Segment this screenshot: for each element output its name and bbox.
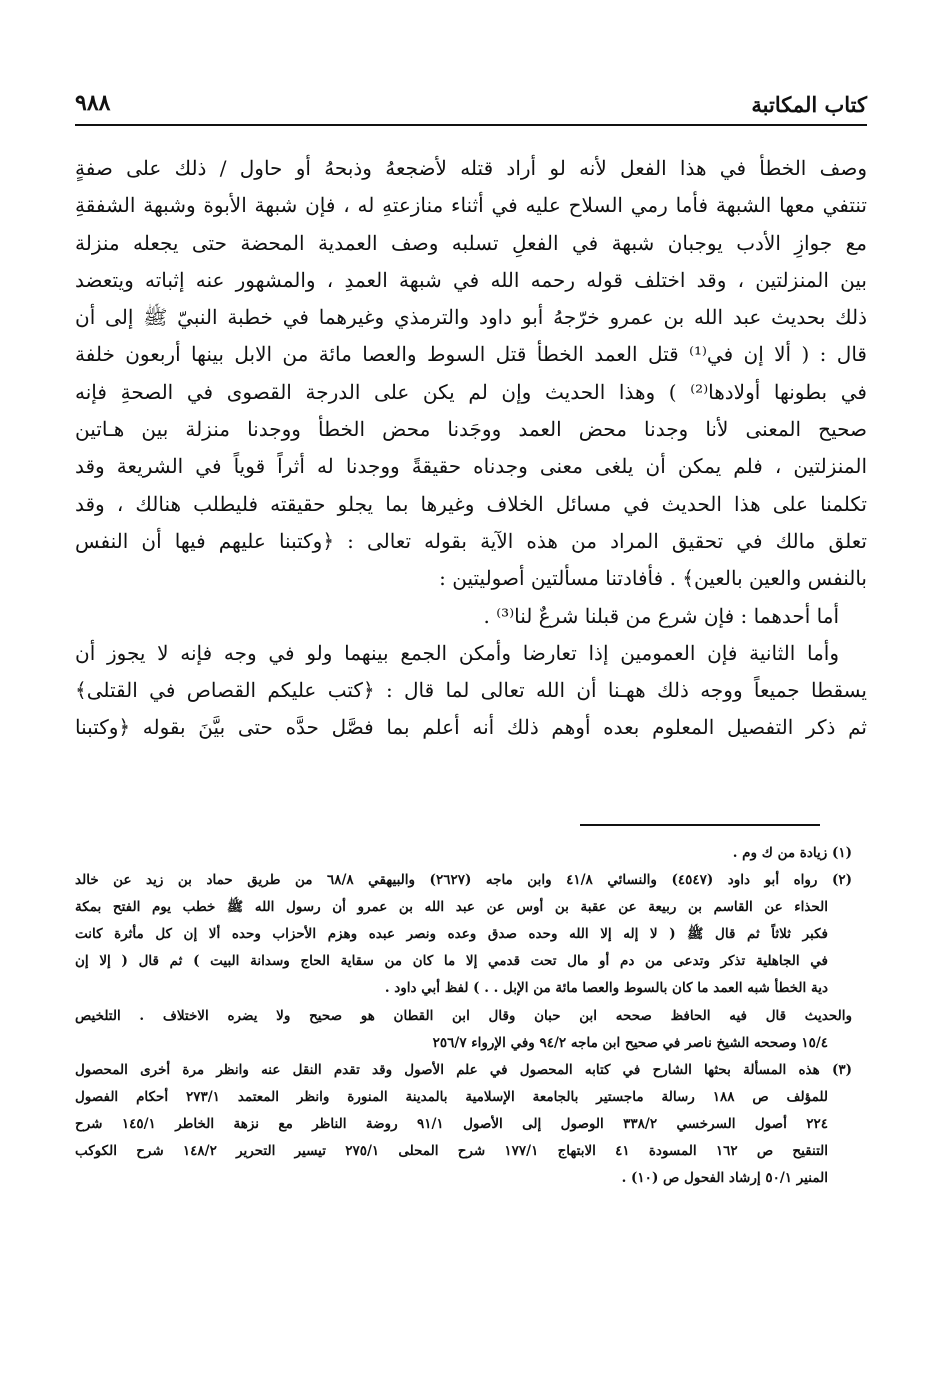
footnotes bbox=[75, 840, 852, 1192]
page-header bbox=[75, 88, 867, 128]
page-number: ٩٨٨ bbox=[75, 90, 111, 116]
text-line: قال : ( ألا إن في⁽¹⁾ قتل العمد الخطأ قتل السوط والعصا مائة من الابل بينها أربعون خلفة bbox=[75, 342, 867, 367]
text-line: المنزلتين ، فلم يمكن أن يلغى معنى وجدناه حقيقةً ووجدنا له أثراً قوياً في الشريعة وقد bbox=[75, 454, 867, 479]
footnote-divider bbox=[580, 824, 820, 826]
footnote-line: دية الخطأ شبه العمد ما كان بالسوط والعصا مائة من الإبل . . ) لفظ أبي داود . bbox=[384, 980, 828, 997]
footnote-line: المنير ٥٠/١ إرشاد الفحول ص (١٠) . bbox=[621, 1170, 828, 1187]
book-title: كتاب المكاتبة bbox=[751, 92, 867, 117]
text-line: ثم ذكر التفصيل المعلوم بعده أوهم ذلك أنه أعلم بما فصَّل حدَّه حتى بيَّنَ بقوله ﴿وكتبنا bbox=[75, 715, 867, 740]
footnote-line: للمؤلف ص ١٨٨ رسالة ماجستير بالجامعة الإسلامية بالمدينة المنورة وانظر المعتمد ٢٧٣/١ أحكام الفصول bbox=[75, 1088, 829, 1105]
footnote-line: الحذاء عن القاسم بن ربيعة عن عقبة بن أوس عن عبد الله بن عمرو أن رسول الله ﷺ خطب يوم الفتح بمكة bbox=[75, 899, 828, 916]
text-line: يسقطا جميعاً ووجه ذلك ههـنا أن الله تعالى لما قال : ﴿كتب عليكم القصاص في القتلى﴾ bbox=[75, 678, 867, 703]
footnote-line: التنقيح ص ١٦٢ المسودة ٤١ الابتهاج ١٧٧/١ شرح المحلى ٢٧٥/١ تيسير التحرير ١٤٨/٢ شرح الكوكب bbox=[75, 1143, 829, 1160]
text-line: مع جوازِ الأدب يوجبان شبهة في الفعلِ تسلبه وصف العمدية المحضة حتى يجعله منزلة bbox=[75, 230, 867, 255]
footnote-line: فكبر ثلاثاً ثم قال ﷺ ( لا إله إلا الله وحده صدق وعده ونصر عبده وهزم الأحزاب وحده ألا إن كل مأثرة كانت bbox=[75, 926, 828, 943]
text-line: أما أحدهما : فإن شرع من قبلنا شرعٌ لنا⁽³⁾ . bbox=[483, 603, 839, 628]
text-line: تكلمنا على هذا الحديث في مسائل الخلاف وغيرها بما يجلو حقيقته فليطلب هنالك ، وقد bbox=[75, 491, 867, 516]
main-text bbox=[75, 150, 867, 747]
footnote-line: في الجاهلية تذكر وتدعى من دم أو مال تحت قدمي إلا ما كان من سقاية الحاج وسدانة البيت ) ثم قال ( إلا إن bbox=[75, 953, 828, 970]
text-line: بالنفس والعين بالعين﴾ . فأفادتنا مسألتين أصوليتين : bbox=[439, 566, 867, 591]
footnote-line: (٣) هذه المسألة بحثها الشارح في كتابه المحصول في علم الأصول وقد تقدم النقل عنه وانظر مرة أخرى المحصول bbox=[75, 1061, 852, 1078]
text-line: تنتفي معها الشبهة فأما رمي السلاح عليه في أثناء منازعتهِ له ، فإن شبهة الأبوة وشبهة الشفقةِ bbox=[75, 193, 867, 218]
text-line: وصف الخطأ في هذا الفعل لأنه لو أراد قتله لأضجعهُ وذبحهُ أو حاول / ذلك على صفةٍ bbox=[75, 156, 867, 180]
footnote-line: ٢٢٤ أصول السرخسي ٣٣٨/٢ الوصول إلى الأصول ٩١/١ روضة الناظر مع نزهة الخاطر ١٤٥/١ شرح bbox=[75, 1115, 828, 1132]
text-line: صحيح المعنى لأنا وجدنا محض العمد ووجَدنا محض الخطأ ووجدنا منزلة بين هـاتين bbox=[75, 417, 867, 442]
text-line: وأما الثانية فإن العمومين إذا تعارضا وأمكن الجمع بينهما ولو في وجه فإنه لا يجوز أن bbox=[75, 640, 839, 665]
footnote-line: ١٥/٤ وصححه الشيخ ناصر في صحيح ابن ماجه ٩٤/٢ وفي الإرواء ٢٥٦/٧ bbox=[432, 1034, 828, 1051]
footnote-line: (١) زيادة من ك وم . bbox=[732, 845, 852, 861]
footnote-line: والحديث قال فيه الحافظ صححه ابن حبان وقال ابن القطان هو صحيح ولا يضره الاختلاف . التلخيص bbox=[75, 1007, 852, 1024]
footnote-line: (٢) رواه أبو داود (٤٥٤٧) والنسائي ٤١/٨ وابن ماجه (٢٦٢٧) والبيهقي ٦٨/٨ من طريق حماد بن زيد عن خالد bbox=[75, 872, 852, 889]
text-line: في بطونها أولادها⁽²⁾ ) وهذا الحديث وإن لم يكن على الدرجة القصوى في الصحةِ فإنه bbox=[75, 379, 867, 404]
text-line: تعلق مالك في تحقيق المراد من هذه الآية بقوله تعالى : ﴿وكتبنا عليهم فيها أن النفس bbox=[75, 528, 867, 553]
header-divider bbox=[75, 124, 867, 126]
text-line: بين المنزلتين ، وقد اختلف قوله رحمه الله في شبهة العمدِ ، والمشهور عنه إثباته ويتعضد bbox=[75, 267, 867, 292]
text-line: ذلك بحديث عبد الله بن عمرو خرّجهُ أبو داود والترمذي وغيرهما في خطبة النبيّ ﷺ إلى أن bbox=[75, 305, 867, 330]
